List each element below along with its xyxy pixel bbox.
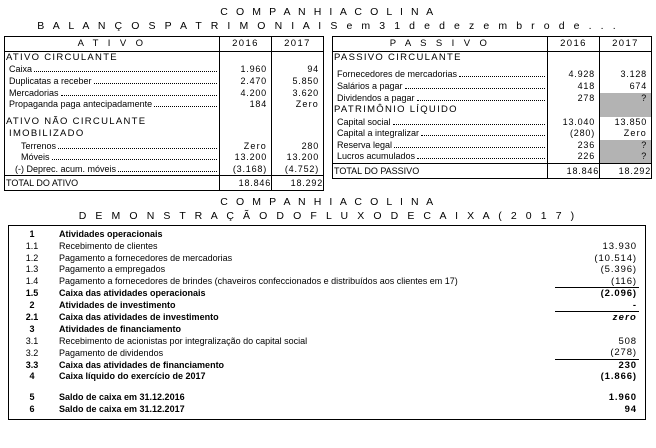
- row-value: [555, 383, 639, 392]
- row-description: Pagamento de dividendos: [59, 347, 164, 358]
- row-spacer: [11, 383, 639, 392]
- row-description: Caixa das atividades de investimento: [59, 312, 219, 323]
- liabilities-total-label: TOTAL DO PASSIVO: [334, 165, 420, 176]
- value-cell: Zero: [623, 128, 647, 139]
- value-cell: 4.928: [568, 69, 595, 80]
- liabilities-total-2016: 18.846: [548, 163, 600, 178]
- liabilities-header-label: P A S S I V O: [333, 37, 548, 52]
- row-number: [11, 383, 53, 392]
- table-row: [333, 151, 547, 163]
- row-label: Reserva legal: [337, 139, 393, 150]
- value-cell: 3.620: [292, 87, 319, 98]
- row-number: 2: [29, 300, 35, 311]
- assets-table: [4, 36, 324, 191]
- value-cell: 3.128: [620, 69, 647, 80]
- row-value: 230: [555, 359, 639, 371]
- row-value: (2.096): [555, 288, 639, 300]
- row-description: Saldo de caixa em 31.12.2016: [59, 392, 185, 403]
- value-cell: (280): [569, 128, 595, 139]
- value-cell: 280: [301, 140, 319, 151]
- row-number: 3: [29, 324, 35, 335]
- cash-flow-row: [11, 253, 639, 265]
- leader-dots: [58, 148, 217, 149]
- row-label: Capital social: [337, 116, 391, 127]
- value-cell: Zero: [295, 99, 319, 110]
- row-description: Pagamento a fornecedores de mercadorias: [59, 252, 233, 263]
- value-cell: 2.470: [240, 75, 267, 86]
- row-label: Mercadorias: [9, 87, 59, 98]
- leader-dots: [61, 95, 217, 96]
- value-cell: 13.200: [286, 152, 319, 163]
- row-number: 1.5: [25, 288, 39, 299]
- cash-flow-table: [11, 229, 639, 415]
- row-number: 1.4: [25, 276, 39, 287]
- cash-flow-row: [11, 276, 639, 288]
- leader-dots: [118, 171, 217, 172]
- row-value: [555, 312, 639, 324]
- table-row: [333, 128, 547, 140]
- row-number: 1.1: [25, 240, 39, 251]
- value-cell: 13.200: [234, 152, 267, 163]
- cash-flow-row: [11, 324, 639, 336]
- assets-2016-column: [220, 52, 271, 175]
- leader-dots: [52, 159, 217, 160]
- section-heading: ATIVO CIRCULANTE: [6, 52, 118, 63]
- row-label: Duplicatas a receber: [9, 75, 92, 86]
- row-number: 1.3: [25, 264, 39, 275]
- cash-flow-row: [11, 359, 639, 371]
- row-description: Saldo de caixa em 31.12.2017: [59, 403, 185, 414]
- row-value: (5.396): [600, 264, 637, 276]
- row-value: 1.960: [608, 392, 637, 404]
- value-cell: [272, 116, 323, 128]
- row-value: -: [632, 299, 637, 311]
- leader-dots: [459, 76, 545, 77]
- table-row: [5, 152, 219, 164]
- cash-flow-body: [11, 229, 639, 415]
- cash-flow-company-title: C O M P A N H I A C O L I N A: [220, 196, 436, 209]
- row-value: 508: [618, 335, 637, 347]
- cash-flow-box: [8, 225, 646, 420]
- value-cell: (3.168): [232, 163, 267, 174]
- cash-flow-row: [11, 241, 639, 253]
- value-cell: 278: [577, 92, 595, 103]
- value-cell: 226: [577, 151, 595, 162]
- row-description: Atividades operacionais: [59, 229, 163, 240]
- cash-flow-row: [11, 229, 639, 241]
- row-value: (278): [610, 347, 637, 359]
- cash-flow-row: [11, 300, 639, 312]
- value-cell: [272, 52, 323, 64]
- cash-flow-row: [11, 404, 639, 416]
- table-row: [5, 88, 219, 100]
- value-cell: [220, 116, 271, 128]
- row-label: (-) Deprec. acum. móveis: [15, 163, 117, 174]
- row-description: Recebimento de acionistas por integralização do capital social: [59, 335, 308, 346]
- value-cell-unknown: ?: [600, 151, 651, 163]
- value-cell: 1.960: [240, 64, 267, 75]
- balance-sheet-company-title: C O M P A N H I A C O L I N A: [220, 6, 436, 18]
- value-cell: (4.752): [284, 163, 319, 174]
- row-number: 1: [29, 229, 35, 240]
- row-description: Recebimento de clientes: [59, 240, 158, 251]
- row-value: 94: [624, 403, 637, 415]
- cash-flow-row: [11, 392, 639, 404]
- section-heading: IMOBILIZADO: [9, 128, 85, 140]
- liabilities-2017-column: [600, 52, 651, 163]
- table-row: [5, 99, 219, 111]
- row-number: 5: [29, 392, 35, 403]
- row-description: Pagamento a empregados: [59, 264, 166, 275]
- row-label: Caixa: [9, 64, 33, 75]
- assets-header-label: A T I V O: [5, 37, 220, 52]
- table-row: [333, 93, 547, 105]
- liabilities-table: [332, 36, 652, 179]
- row-description: Pagamento a fornecedores de brindes (chaveiros confeccionados e distribuídos aos clientes em 17): [59, 276, 458, 287]
- value-cell: 4.200: [240, 87, 267, 98]
- assets-label-column: [5, 52, 219, 175]
- value-cell-unknown: [600, 104, 651, 116]
- table-row: [5, 76, 219, 88]
- liabilities-table-wrapper: [332, 36, 652, 191]
- row-number: 3.1: [25, 335, 39, 346]
- row-number: 1.2: [25, 252, 39, 263]
- row-label: Móveis: [21, 152, 50, 163]
- value-cell: [548, 52, 599, 64]
- value-cell: 418: [577, 80, 595, 91]
- row-number: 6: [29, 403, 35, 414]
- row-number: 4: [29, 371, 35, 382]
- assets-table-wrapper: [4, 36, 324, 191]
- value-cell: [600, 52, 651, 64]
- value-cell: 13.040: [562, 116, 595, 127]
- leader-dots: [421, 135, 545, 136]
- table-row: [333, 117, 547, 129]
- table-row: [5, 64, 219, 76]
- row-label: Capital a integralizar: [337, 128, 420, 139]
- row-number: 3.3: [25, 359, 39, 370]
- leader-dots: [34, 71, 217, 72]
- value-cell: [548, 104, 599, 116]
- value-cell-unknown: ?: [600, 93, 651, 105]
- row-label: Terrenos: [21, 140, 57, 151]
- zero-value: zero: [612, 312, 637, 324]
- table-row: [333, 140, 547, 152]
- assets-total-2016: 18.846: [220, 176, 272, 191]
- liabilities-header-year-2016: 2016: [548, 37, 600, 52]
- table-row: [5, 164, 219, 176]
- row-description: Caixa das atividades operacionais: [59, 288, 206, 299]
- section-heading: PASSIVO CIRCULANTE: [334, 52, 462, 63]
- row-description: Caixa das atividades de financiamento: [59, 359, 225, 370]
- row-label: Lucros acumulados: [337, 151, 416, 162]
- table-row: [333, 81, 547, 93]
- liabilities-2016-column: [548, 52, 599, 163]
- row-label: Dividendos a pagar: [337, 92, 415, 103]
- value-cell: 236: [577, 139, 595, 150]
- liabilities-total-row: [333, 163, 652, 178]
- row-value: (116): [611, 275, 637, 287]
- section-heading: PATRIMÔNIO LÍQUIDO: [334, 104, 458, 116]
- liabilities-body-row: [333, 52, 652, 164]
- value-cell-unknown: ?: [600, 140, 651, 152]
- row-label: Salários a pagar: [337, 80, 403, 91]
- cash-flow-title: D E M O N S T R A Ç Ã O D O F L U X O D E C A I X A ( 2 0 1 7 ): [78, 210, 578, 223]
- leader-dots: [417, 100, 545, 101]
- assets-header-year-2016: 2016: [220, 37, 272, 52]
- row-number: 2.1: [25, 312, 39, 323]
- liabilities-total-2017: 18.292: [600, 163, 652, 178]
- row-description: Caixa líquido do exercício de 2017: [59, 371, 206, 382]
- value-cell: 13.850: [614, 116, 647, 127]
- value-cell: 94: [307, 64, 319, 75]
- assets-total-row: [5, 176, 324, 191]
- table-row: [333, 69, 547, 81]
- row-description: Atividades de financiamento: [59, 324, 182, 335]
- assets-body-row: [5, 52, 324, 176]
- row-label: Propaganda paga antecipadamente: [9, 99, 153, 110]
- row-value: (10.514): [594, 252, 637, 264]
- assets-total-2017: 18.292: [272, 176, 324, 191]
- value-cell: 674: [629, 80, 647, 91]
- assets-total-label: TOTAL DO ATIVO: [6, 178, 79, 189]
- table-row: [5, 141, 219, 153]
- leader-dots: [405, 88, 545, 89]
- assets-header-year-2017: 2017: [272, 37, 324, 52]
- cash-flow-row: [11, 347, 639, 359]
- assets-2017-column: [272, 52, 323, 175]
- cash-flow-row: [11, 312, 639, 324]
- leader-dots: [417, 158, 545, 159]
- value-cell: Zero: [243, 140, 267, 151]
- row-value: (1.866): [600, 371, 637, 383]
- balance-sheet-block: [0, 36, 656, 191]
- balance-sheet-title: B A L A N Ç O S P A T R I M O N I A I S e m 3 1 d e d e z e m b r o d e . . .: [37, 20, 619, 32]
- cash-flow-row: [11, 288, 639, 300]
- row-value: [555, 324, 639, 336]
- cash-flow-row: [11, 264, 639, 276]
- value-cell: [220, 52, 271, 64]
- row-number: 3.2: [25, 347, 39, 358]
- leader-dots: [94, 83, 217, 84]
- row-description: Atividades de investimento: [59, 300, 176, 311]
- assets-total-label-cell: [5, 176, 219, 190]
- value-cell: [272, 128, 323, 140]
- leader-dots: [393, 124, 545, 125]
- row-description: [53, 383, 555, 392]
- section-heading: ATIVO NÃO CIRCULANTE: [6, 115, 147, 127]
- value-cell: 184: [249, 99, 267, 110]
- liabilities-header-year-2017: 2017: [600, 37, 652, 52]
- assets-header-row: [5, 37, 324, 52]
- leader-dots: [394, 147, 545, 148]
- value-cell: [220, 128, 271, 140]
- row-label: Fornecedores de mercadorias: [337, 69, 458, 80]
- value-cell: 5.850: [292, 75, 319, 86]
- liabilities-header-row: [333, 37, 652, 52]
- row-value: [555, 229, 639, 241]
- row-value: 13.930: [602, 240, 637, 252]
- cash-flow-row: [11, 336, 639, 348]
- leader-dots: [154, 106, 217, 107]
- liabilities-total-label-cell: [333, 164, 547, 178]
- liabilities-label-column: [333, 52, 547, 163]
- cash-flow-row: [11, 371, 639, 383]
